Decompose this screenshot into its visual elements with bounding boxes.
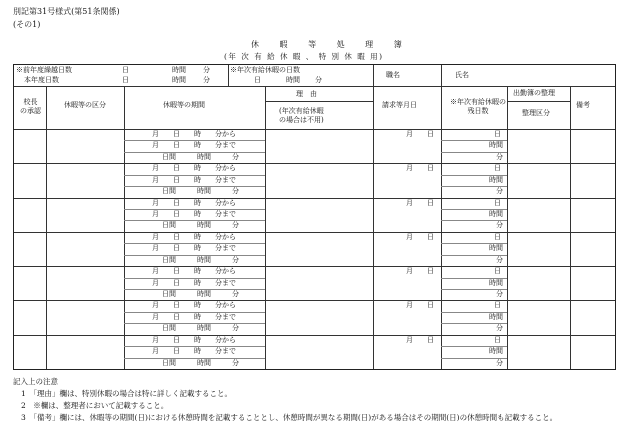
remaining-hour-text: 時間 (489, 347, 503, 356)
row-line (14, 266, 615, 267)
col-attendance-title: 出勤簿の整理 (513, 89, 555, 97)
remaining-day-text: 日 (494, 335, 501, 344)
remaining-hour-text: 時間 (489, 210, 503, 218)
note-item: 3 「備考」欄には、休暇等の期間(日)における休憩時間を記載することとし、休憩時間が異なる期間(日)がある場合はその期間(日)の休憩時間も記載すること。 (21, 413, 558, 422)
period-from-text: 月 日 時 分から (152, 130, 236, 138)
remaining-hour-text: 時間 (489, 278, 503, 287)
col-arrangement: 整理区分 (522, 109, 550, 117)
header-bottom-line (14, 129, 615, 130)
remaining-day-text: 日 (494, 130, 501, 138)
summary-bottom-line (14, 86, 615, 87)
col-request-date: 請求等月日 (382, 101, 417, 109)
notes-heading: 記入上の注意 (13, 377, 58, 386)
name-label: 氏名 (455, 71, 469, 79)
unit-day: 日 (254, 76, 261, 84)
form-number: 別記第31号様式(第51条関係) (13, 7, 120, 16)
col-remaining-days: ※年次有給休暇の 残日数 (450, 98, 506, 115)
period-to-text: 月 日 時 分まで (152, 141, 236, 150)
unit-minute: 分 (203, 76, 210, 84)
request-date-text: 月 日 (406, 232, 434, 241)
unit-hour: 時間 (172, 66, 186, 74)
row-line (14, 232, 615, 233)
period-to-text: 月 日 時 分まで (152, 278, 236, 287)
period-from-text: 月 日 時 分から (152, 267, 236, 276)
row-line (14, 335, 615, 336)
period-from-text: 月 日 時 分から (152, 301, 236, 310)
remaining-hour-text: 時間 (489, 312, 503, 321)
unit-day: 日 (122, 76, 129, 84)
summary-divider (228, 65, 229, 86)
remaining-minute-text: 分 (496, 221, 503, 230)
prev-carryover-label: ※前年度繰越日数 (16, 66, 72, 74)
period-to-text: 月 日 時 分まで (152, 312, 236, 321)
remaining-day-text: 日 (494, 301, 501, 310)
summary-divider (373, 65, 374, 86)
row-line (14, 163, 615, 164)
period-to-text: 月 日 時 分まで (152, 175, 236, 184)
period-duration-text: 日間 時間 分 (162, 187, 239, 196)
period-duration-text: 日間 時間 分 (162, 255, 239, 264)
period-from-text: 月 日 時 分から (152, 335, 236, 344)
request-date-text: 月 日 (406, 164, 434, 173)
unit-hour: 時間 (286, 76, 300, 84)
unit-minute: 分 (203, 66, 210, 74)
position-label: 職名 (386, 71, 400, 79)
remaining-minute-text: 分 (496, 358, 503, 367)
period-duration-text: 日間 時間 分 (162, 152, 239, 161)
remaining-hour-text: 時間 (489, 175, 503, 184)
remaining-minute-text: 分 (496, 255, 503, 264)
remaining-day-text: 日 (494, 232, 501, 241)
period-duration-text: 日間 時間 分 (162, 358, 239, 367)
remaining-hour-text: 時間 (489, 141, 503, 150)
remaining-hour-text: 時間 (489, 244, 503, 253)
note-item: 1 「理由」欄は、特別休暇の場合は特に詳しく記載すること。 (21, 389, 233, 398)
form-title: 休 暇 等 処 理 簿 (251, 40, 411, 49)
period-to-text: 月 日 時 分まで (152, 347, 236, 356)
period-from-text: 月 日 時 分から (152, 164, 236, 173)
summary-divider (441, 65, 442, 86)
request-date-text: 月 日 (406, 267, 434, 276)
col-reason-note: (年次有給休暇 の場合は不用) (279, 107, 324, 124)
period-duration-text: 日間 時間 分 (162, 324, 239, 333)
form-subtitle: (年 次 有 給 休 暇 、 特 別 休 暇 用) (224, 52, 384, 61)
row-line (14, 198, 615, 199)
remaining-minute-text: 分 (496, 290, 503, 298)
col-leave-type: 休暇等の区分 (64, 101, 106, 109)
col-reason: 理 由 (296, 90, 317, 98)
request-date-text: 月 日 (406, 301, 434, 310)
period-from-text: 月 日 時 分から (152, 232, 236, 241)
attendance-header-line (507, 101, 570, 102)
col-remarks: 備考 (576, 101, 590, 109)
row-line (14, 300, 615, 301)
request-date-text: 月 日 (406, 198, 434, 207)
this-year-label: 本年度日数 (24, 76, 59, 84)
remaining-minute-text: 分 (496, 324, 503, 333)
remaining-day-text: 日 (494, 267, 501, 276)
remaining-day-text: 日 (494, 164, 501, 173)
col-leave-period: 休暇等の期間 (163, 101, 205, 109)
period-to-text: 月 日 時 分まで (152, 244, 236, 253)
unit-minute: 分 (315, 76, 322, 84)
reason-header-line (265, 101, 373, 102)
unit-hour: 時間 (172, 76, 186, 84)
period-from-text: 月 日 時 分から (152, 198, 236, 207)
period-duration-text: 日間 時間 分 (162, 290, 239, 298)
col-principal-approval: 校長 の承認 (20, 98, 41, 115)
leave-record-table (13, 64, 616, 370)
notes-section (13, 376, 557, 424)
unit-day: 日 (122, 66, 129, 74)
period-to-text: 月 日 時 分まで (152, 210, 236, 218)
note-item: 2 ※欄は、整理者において記載すること。 (21, 401, 169, 410)
request-date-text: 月 日 (406, 335, 434, 344)
annual-leave-days-label: ※年次有給休暇の日数 (230, 66, 300, 74)
period-duration-text: 日間 時間 分 (162, 221, 239, 230)
remaining-minute-text: 分 (496, 152, 503, 161)
remaining-day-text: 日 (494, 198, 501, 207)
request-date-text: 月 日 (406, 130, 434, 138)
remaining-minute-text: 分 (496, 187, 503, 196)
form-part: (その1) (13, 20, 41, 29)
